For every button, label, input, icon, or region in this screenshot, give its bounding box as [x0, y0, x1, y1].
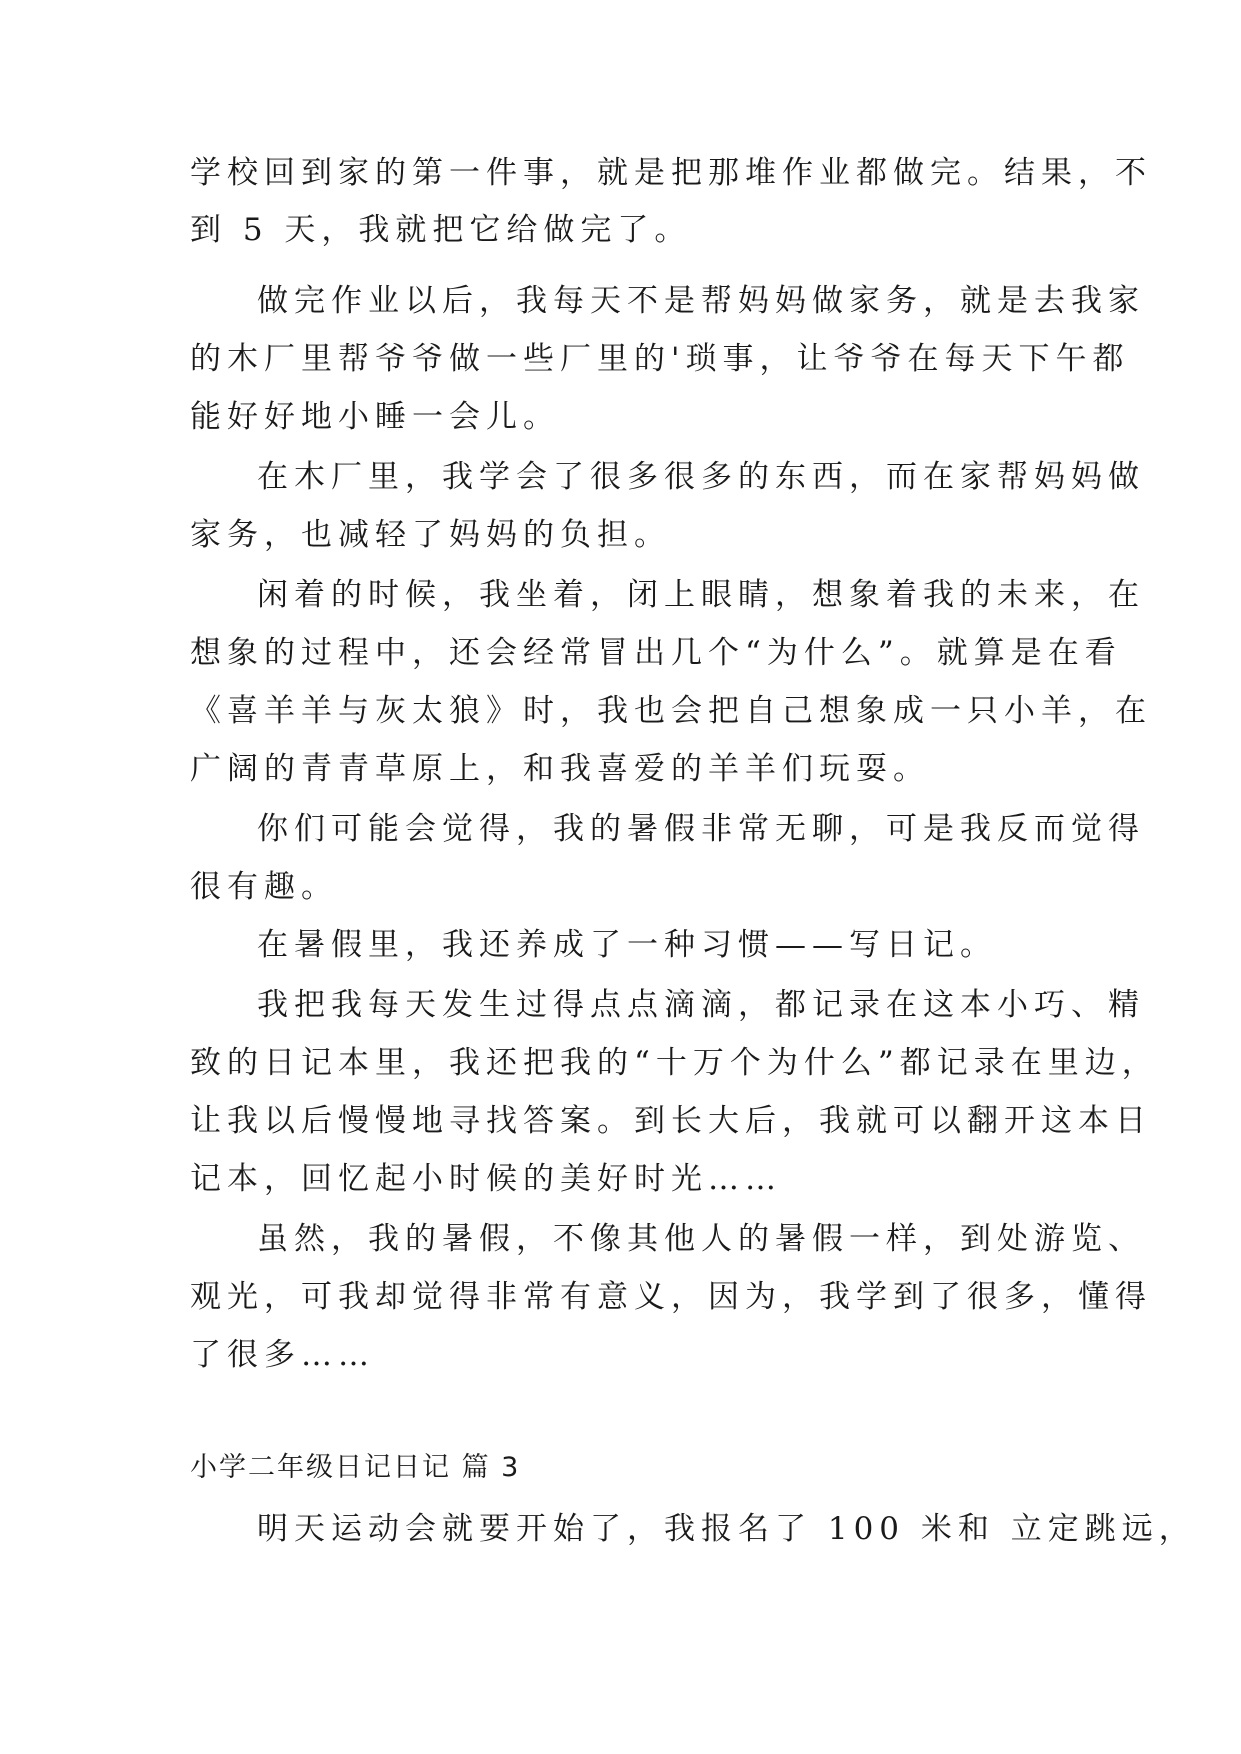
paragraph-line: 做完作业以后，我每天不是帮妈妈做家务，就是去我家: [257, 283, 1145, 319]
section-heading: 小学二年级日记日记 篇 3: [190, 1452, 521, 1483]
paragraph-line: 《喜羊羊与灰太狼》时，我也会把自己想象成一只小羊，在: [190, 693, 1152, 729]
paragraph-line: 让我以后慢慢地寻找答案。到长大后，我就可以翻开这本日: [190, 1103, 1152, 1139]
paragraph-line: 的木厂里帮爷爷做一些厂里的'琐事，让爷爷在每天下午都: [190, 341, 1130, 377]
paragraph-line: 广阔的青青草原上，和我喜爱的羊羊们玩耍。: [190, 751, 930, 787]
paragraph-line: 虽然，我的暑假，不像其他人的暑假一样，到处游览、: [257, 1221, 1145, 1257]
paragraph-line: 明天运动会就要开始了，我报名了 100 米和 立定跳远，: [257, 1511, 1196, 1547]
paragraph-line: 观光，可我却觉得非常有意义，因为，我学到了很多，懂得: [190, 1279, 1152, 1315]
paragraph-line: 学校回到家的第一件事，就是把那堆作业都做完。结果，不: [190, 155, 1152, 191]
paragraph-line: 在木厂里，我学会了很多很多的东西，而在家帮妈妈做: [257, 459, 1145, 495]
paragraph-line: 你们可能会觉得，我的暑假非常无聊，可是我反而觉得: [257, 811, 1145, 847]
paragraph-line: 致的日记本里，我还把我的“十万个为什么”都记录在里边，: [190, 1045, 1159, 1081]
paragraph-line: 能好好地小睡一会儿。: [190, 399, 560, 435]
paragraph-line: 很有趣。: [190, 869, 338, 905]
paragraph-line: 我把我每天发生过得点点滴滴，都记录在这本小巧、精: [257, 987, 1145, 1023]
paragraph-line: 了很多……: [190, 1337, 375, 1373]
paragraph-line: 想象的过程中，还会经常冒出几个“为什么”。就算是在看: [190, 635, 1122, 671]
paragraph-line: 家务，也减轻了妈妈的负担。: [190, 517, 671, 553]
paragraph-line: 到 5 天，我就把它给做完了。: [190, 212, 692, 248]
paragraph-line: 在暑假里，我还养成了一种习惯——写日记。: [257, 927, 997, 963]
paragraph-line: 闲着的时候，我坐着，闭上眼睛，想象着我的未来，在: [257, 577, 1145, 613]
paragraph-line: 记本，回忆起小时候的美好时光……: [190, 1161, 782, 1197]
